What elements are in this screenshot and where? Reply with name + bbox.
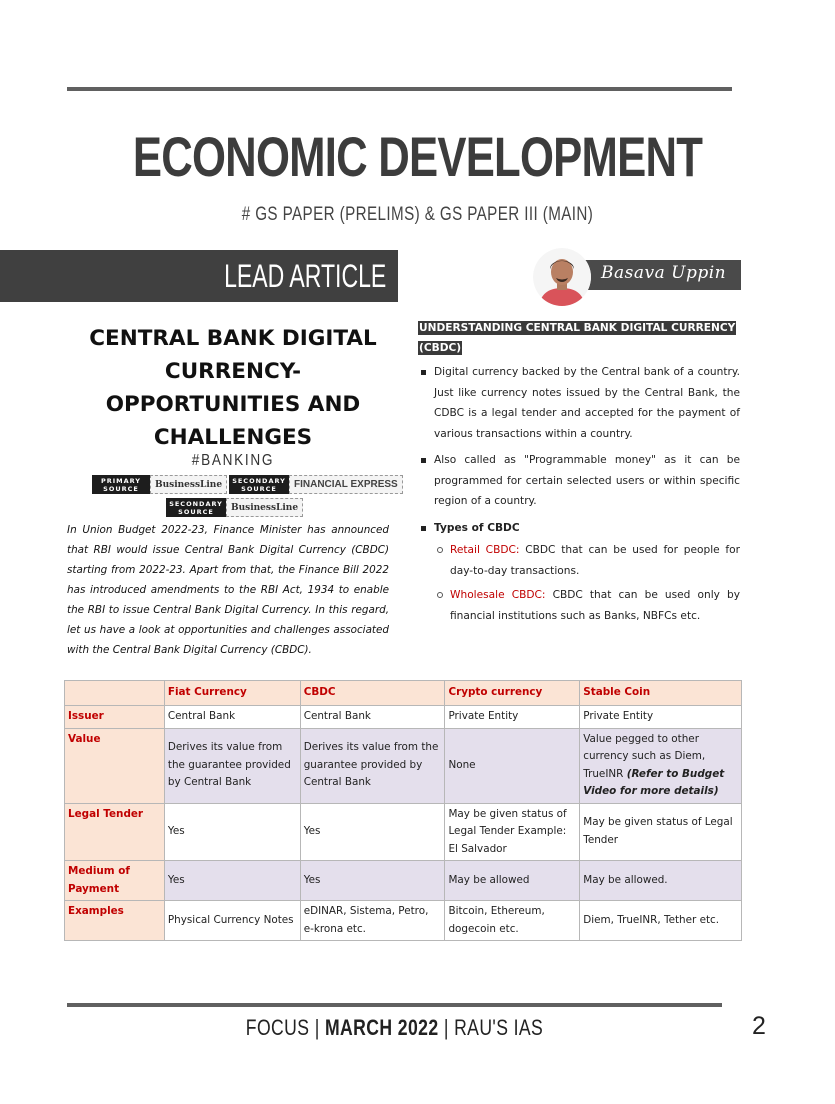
- table-cell: Physical Currency Notes: [164, 901, 300, 941]
- table-header-cell: [65, 681, 165, 706]
- article-title: CENTRAL BANK DIGITAL CURRENCY- OPPORTUNITIES AND CHALLENGES: [89, 326, 377, 450]
- list-item-types: [418, 518, 740, 627]
- type-desc: CBDC that can be used only by financial institutions such as Banks, NBFCs etc.: [450, 589, 740, 622]
- table-header-cell: Fiat Currency: [164, 681, 300, 706]
- table-cell: None: [445, 728, 580, 803]
- type-item: [434, 585, 740, 626]
- table-row: [65, 706, 742, 729]
- source-type: SECONDARY SOURCE: [229, 475, 289, 494]
- source-type: SECONDARY SOURCE: [166, 498, 226, 517]
- table-cell: Yes: [164, 803, 300, 861]
- table-header-row: [65, 681, 742, 706]
- table-row: [65, 861, 742, 901]
- table-cell: Derives its value from the guarantee provided by Central Bank: [300, 728, 445, 803]
- top-rule: [67, 87, 732, 91]
- article-hashtag: #BANKING: [191, 452, 275, 469]
- footer-issue: MARCH 2022: [324, 1015, 439, 1040]
- bullet-text: Also called as "Programmable money" as it can be programmed for certain selected users or within specific region of a country.: [434, 454, 740, 507]
- table-cell: Yes: [164, 861, 300, 901]
- understanding-heading: [418, 318, 740, 358]
- type-desc: CBDC that can be used for people for day-to-day transactions.: [450, 544, 740, 577]
- circle-bullet-icon: [437, 592, 443, 598]
- row-label: Medium of Payment: [65, 861, 165, 901]
- comparison-table: [64, 680, 742, 941]
- type-item: [434, 540, 740, 581]
- table-cell: May be given status of Legal Tender: [580, 803, 742, 861]
- understanding-list: [418, 362, 740, 626]
- table-cell: Central Bank: [164, 706, 300, 729]
- table-cell: eDINAR, Sistema, Petro, e-krona etc.: [300, 901, 445, 941]
- table-cell: Central Bank: [300, 706, 445, 729]
- row-label: Legal Tender: [65, 803, 165, 861]
- bottom-rule: [67, 1003, 722, 1007]
- bullet-text: Digital currency backed by the Central bank of a country. Just like currency notes issued by the Central Bank, the CDBC is a legal tender and accepted for the payment of various transactions within a country.: [434, 366, 740, 440]
- understanding-section: [418, 318, 740, 632]
- table-cell: Private Entity: [580, 706, 742, 729]
- table-row: [65, 901, 742, 941]
- source-type: PRIMARY SOURCE: [92, 475, 150, 494]
- table-header-cell: Stable Coin: [580, 681, 742, 706]
- table-cell: May be allowed.: [580, 861, 742, 901]
- bullet-icon: [421, 526, 426, 531]
- table-cell: Diem, TrueINR, Tether etc.: [580, 901, 742, 941]
- section-title: ECONOMIC DEVELOPMENT: [132, 125, 703, 188]
- table-row: [65, 728, 742, 803]
- row-label: Value: [65, 728, 165, 803]
- table-cell: May be given status of Legal Tender Example: El Salvador: [445, 803, 580, 861]
- types-list: [434, 540, 740, 626]
- source-name: BusinessLine: [226, 498, 303, 517]
- author-badge: [533, 248, 743, 306]
- secondary-source-badge: [166, 498, 303, 517]
- table-row: [65, 803, 742, 861]
- circle-bullet-icon: [437, 547, 443, 553]
- source-name: BusinessLine: [150, 475, 227, 494]
- source-name: FINANCIAL EXPRESS: [289, 475, 403, 494]
- type-name: Retail CBDC:: [450, 544, 520, 556]
- understanding-heading-text: UNDERSTANDING CENTRAL BANK DIGITAL CURRENCY (CBDC): [419, 322, 736, 354]
- table-cell: [580, 728, 742, 803]
- table-cell: Bitcoin, Ethereum, dogecoin etc.: [445, 901, 580, 941]
- type-name: Wholesale CBDC:: [450, 589, 546, 601]
- cell-note: (Refer to Budget Video for more details): [583, 767, 725, 797]
- article-intro: In Union Budget 2022-23, Finance Minister has announced that RBI would issue Central Bank Digital Currency (CBDC) starting from 2022-23. Apart from that, the Finance Bill 2022 has introduced amendments to the RBI Act, 1934 to enable the RBI to issue Central Bank Digital Currency. In this regard, let us have a look at opportunities and challenges associated with the Central Bank Digital Currency (CBDC).: [67, 524, 389, 656]
- author-photo-icon: [533, 248, 591, 306]
- secondary-source-badge: [229, 475, 403, 494]
- page-number: 2: [752, 1012, 766, 1040]
- bullet-icon: [421, 458, 426, 463]
- table-header-cell: CBDC: [300, 681, 445, 706]
- footer-brand: FOCUS |: [245, 1015, 320, 1040]
- footer-publisher: | RAU'S IAS: [443, 1015, 544, 1040]
- table-cell: Yes: [300, 861, 445, 901]
- table-cell: Private Entity: [445, 706, 580, 729]
- table-cell: Yes: [300, 803, 445, 861]
- table-cell: May be allowed: [445, 861, 580, 901]
- list-item: [418, 450, 740, 512]
- page-footer: [133, 1015, 657, 1041]
- row-label: Issuer: [65, 706, 165, 729]
- row-label: Examples: [65, 901, 165, 941]
- section-subtitle: # GS PAPER (PRELIMS) & GS PAPER III (MAIN): [241, 204, 594, 225]
- types-label: Types of CBDC: [434, 521, 520, 534]
- table-header-cell: Crypto currency: [445, 681, 580, 706]
- lead-article-band: [0, 250, 398, 302]
- author-name: Basava Uppin: [601, 263, 727, 283]
- list-item: [418, 362, 740, 444]
- primary-source-badge: [92, 475, 227, 494]
- author-avatar: [533, 248, 591, 306]
- lead-article-label: LEAD ARTICLE: [223, 258, 386, 294]
- cell-text: Value pegged to other currency such as Diem, TrueINR: [583, 732, 706, 780]
- bullet-icon: [421, 370, 426, 375]
- table-cell: Derives its value from the guarantee provided by Central Bank: [164, 728, 300, 803]
